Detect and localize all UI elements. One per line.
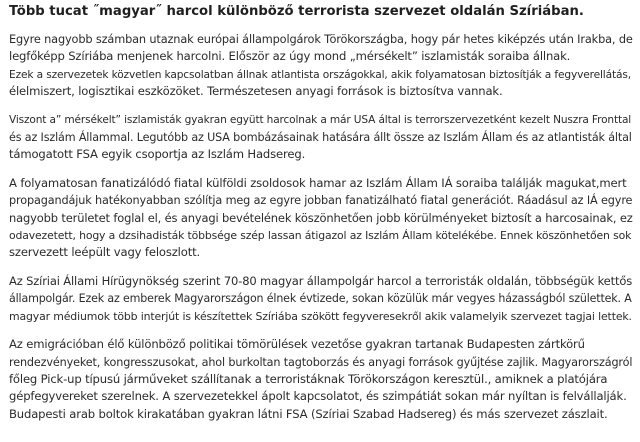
paragraph-4 — [9, 273, 634, 325]
paragraph-line: élelmiszert, logisztikai eszközöket. Természetesen anyagi források is biztosítva vannak. — [9, 84, 503, 99]
paragraph-3 — [9, 175, 634, 262]
paragraph-line: A folyamatosan fanatizálódó fiatal külföldi zsoldosok hamar az Iszlám Állam IÁ soraiba találják magukat,mert — [9, 175, 627, 190]
paragraph-line: állampolgár. Ezek az emberek Magyarországon élnek évtizede, sokan közülük már vegyes házasságból születtek. A — [9, 292, 632, 306]
paragraph-5 — [9, 336, 634, 423]
paragraph-2 — [9, 112, 634, 164]
paragraph-line: propagandájuk hatékonyabban szólítja meg az egyre jobban fanatizálható fiatal generációt. Ráadásul az IÁ egyre — [9, 194, 633, 208]
paragraph-line: magyar médiumok több interjút is készítettek Szíriába szökött fegyveresekről akik valamelyik szervezet tagjai lettek. — [9, 309, 632, 323]
paragraph-line: odavezetett, hogy a dzsihadisták többsége szép lassan átigazol az Iszlám Állam kötelékébe. Ennek köszönhetően sok — [9, 229, 632, 243]
paragraph-1 — [9, 31, 634, 101]
paragraph-line: támogatott FSA egyik csoportja az Iszlám Hadsereg. — [9, 147, 306, 162]
paragraph-line: és az Iszlám Állammal. Legutóbb az USA bombázásainak hatására állt össze az Iszlám Állam és az atlantisták által — [9, 131, 632, 145]
paragraph-line: Ezek a szervezetek közvetlen kapcsolatban állnak atlantista országokkal, akik folyamatosan biztosítják a fegyverellátás, — [9, 67, 631, 81]
paragraph-line: Budapesti arab boltok kirakatában gyakran látni FSA (Szíriai Szabad Hadsereg) és más szervezet zászlait. — [9, 406, 608, 421]
paragraph-line: Az emigrációban élő különböző politikai tömörülések vezetőse gyakran tartanak Budapesten zártkörű — [9, 337, 585, 352]
paragraph-line: legfőképp Szíriába menjenek harcolni. Először az úgy mond „mérsékelt” iszlamisták soraiba állnak. — [9, 49, 571, 64]
paragraph-line: főleg Pick-up típusú járműveket szállítanak a terroristáknak Törökországon keresztül., amiknek a platójára — [9, 371, 608, 386]
paragraph-line: rendezvényeket, kongresszusokat, ahol burkoltan tagtoborzás és anyagi források gyűjtése zajlik. Magyarországról — [9, 355, 633, 369]
paragraph-line: gépfegyvereket szerelnek. A szervezetekkel ápolt kapcsolatot, és szimpátiát sokan már nyíltan is felvállalják. — [9, 389, 627, 404]
paragraph-line: Egyre nagyobb számban utaznak európai állampolgárok Törökországba, hogy pár hetes kiképzés után Irakba, de — [9, 32, 633, 46]
paragraph-line: szervezett leépült vagy feloszlott. — [9, 245, 201, 260]
paragraph-line: Viszont a” mérsékelt” iszlamisták gyakran együtt harcolnak a már USA által is terrorszervezetként kezelt Nuszra Fronttal — [9, 113, 632, 126]
article-title: Több tucat ˝magyar˝ harcol különböző terrorista szervezet oldalán Szíriában. — [9, 4, 584, 19]
paragraph-line: Az Szíriai Állami Hírügynökség szerint 70-80 magyar állampolgár harcol a terroristák oldalán, többségük kettős — [9, 273, 633, 288]
paragraph-line: nagyobb területet foglal el, és anyagi bevételének köszönhetően jobb körülményeket biztosít a harcosainak, ez — [9, 210, 633, 225]
